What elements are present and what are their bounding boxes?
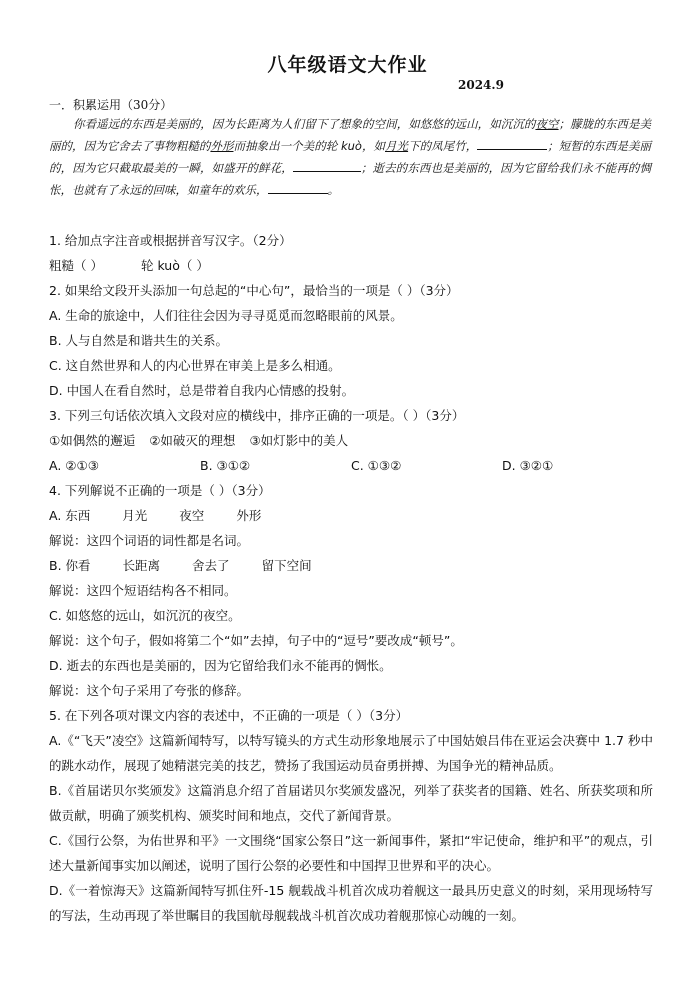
underlined-word-shape: 外形 xyxy=(210,139,234,153)
q5-option-b: B.《首届诺贝尔奖颁发》这篇消息介绍了首届诺贝尔奖颁发盛况，列举了获奖者的国籍、姓名、所获奖项和所做贡献，明确了颁奖机构、颁奖时间和地点，交代了新闻背景。 xyxy=(49,783,653,823)
q3-sentences xyxy=(49,428,653,453)
q3-option-d: D. ③②① xyxy=(502,458,554,473)
passage-text-6: ；逝去的东西也是美丽的，因为它留给我们永不能再的惆怅，也就有了永远的回味，如童年的欢乐， xyxy=(49,161,652,197)
q5-option-c: C.《国行公祭，为佑世界和平》一文围绕“国家公祭日”这一新闻事件，紧扣“牢记使命，维护和平”的观点，引述大量新闻事实加以阐述，说明了国行公祭的必要性和中国捍卫世界和平的决心。 xyxy=(49,833,653,873)
q2-option-a: A. 生命的旅途中，人们往往会因为寻寻觅觅而忽略眼前的风景。 xyxy=(49,308,403,323)
q4-b-word: 留下空间 xyxy=(261,558,312,573)
q3-option-a: A. ②①③ xyxy=(49,458,99,473)
q4-a-word: 月光 xyxy=(122,508,148,523)
passage-text-3: 而抽象出一个美的轮 kuò，如 xyxy=(233,139,386,153)
q3-option-c: C. ①③② xyxy=(351,458,402,473)
q3-stem: 3. 下列三句话依次填入文段对应的横线中，排序正确的一项是。（ ）（3分） xyxy=(49,408,465,423)
questions-area xyxy=(49,228,653,928)
q5-stem: 5. 在下列各项对课文内容的表述中，不正确的一项是（ ）（3分） xyxy=(49,708,409,723)
q3-option-b: B. ③①② xyxy=(200,458,251,473)
q4-option-b-words xyxy=(49,553,653,578)
section-title: 一．积累运用（30分） xyxy=(49,98,173,112)
q2-stem: 2. 如果给文段开头添加一句总起的“中心句”，最恰当的一项是（ ）（3分） xyxy=(49,283,459,298)
fill-blank-3[interactable] xyxy=(268,181,328,194)
q4-option-a-words xyxy=(49,503,653,528)
fill-blank-1[interactable] xyxy=(477,137,547,150)
q5-option-a: A.《“飞天”凌空》这篇新闻特写，以特写镜头的方式生动形象地展示了中国姑娘吕伟在亚运会决赛中 1.7 秒中的跳水动作，展现了她精湛完美的技艺，赞扬了我国运动员奋勇拼搏、为国争光的精神品质。 xyxy=(49,733,653,773)
q4-a-word: 夜空 xyxy=(179,508,205,523)
q4-stem: 4. 下列解说不正确的一项是（ ）（3分） xyxy=(49,483,271,498)
q2-option-d: D. 中国人在看自然时，总是带着自我内心情感的投射。 xyxy=(49,383,355,398)
q2-option-b: B. 人与自然是和谐共生的关系。 xyxy=(49,333,229,348)
q4-a-word: 外形 xyxy=(236,508,262,523)
q4-option-c-explanation: 解说：这个句子，假如将第二个“如”去掉，句子中的“逗号”要改成“顿号”。 xyxy=(49,633,463,648)
q4-option-c: C. 如悠悠的远山，如沉沉的夜空。 xyxy=(49,608,241,623)
q1-item-2: 轮 kuò（ ） xyxy=(140,258,209,273)
document-date: 2024.9 xyxy=(458,78,504,92)
document-title: 八年级语文大作业 xyxy=(267,54,428,76)
passage-text-4: 下的凤尾竹， xyxy=(408,139,478,153)
q5-option-d: D.《一着惊海天》这篇新闻特写抓住歼-15 舰载战斗机首次成功着舰这一最具历史意义的时刻，采用现场特写的写法，生动再现了举世瞩目的我国航母舰载战斗机首次成功着舰那惊心动魄的一刻。 xyxy=(49,883,653,923)
q1-stem: 1. 给加点字注音或根据拼音写汉字。（2分） xyxy=(49,233,292,248)
q4-option-d-explanation: 解说：这个句子采用了夸张的修辞。 xyxy=(49,683,250,698)
q4-b-word: B. 你看 xyxy=(49,558,91,573)
q3-sentence-2: ②如破灭的理想 xyxy=(149,433,236,448)
q4-option-a-explanation: 解说：这四个词语的词性都是名词。 xyxy=(49,533,250,548)
passage-text-2: ；朦胧的东西是美丽的，因为它舍去了事物粗糙的 xyxy=(49,117,652,153)
underlined-word-night-sky: 夜空 xyxy=(535,117,559,131)
q2-option-c: C. 这自然世界和人的内心世界在审美上是多么相通。 xyxy=(49,358,341,373)
underlined-word-moonlight: 月光 xyxy=(385,139,409,153)
q4-b-word: 长距离 xyxy=(122,558,161,573)
q3-sentence-3: ③如灯影中的美人 xyxy=(249,433,349,448)
q4-a-word: A. 东西 xyxy=(49,508,91,523)
passage-text-5: ；短暂的东西是美丽的，因为它只截取最美的一瞬，如盛开的鲜花， xyxy=(49,139,652,175)
passage-text-1: 你看遥远的东西是美丽的，因为长距离为人们留下了想象的空间，如悠悠的远山，如沉沉的 xyxy=(73,117,536,131)
q1-items xyxy=(49,253,653,278)
q4-option-b-explanation: 解说：这四个短语结构各不相同。 xyxy=(49,583,237,598)
q3-sentence-1: ①如偶然的邂逅 xyxy=(49,433,136,448)
fill-blank-2[interactable] xyxy=(293,159,361,172)
q3-options xyxy=(49,453,653,478)
q1-item-1: 粗糙（ ） xyxy=(49,258,103,273)
reading-passage xyxy=(49,113,651,201)
q4-option-d: D. 逝去的东西也是美丽的，因为它留给我们永不能再的惆怅。 xyxy=(49,658,392,673)
q4-b-word: 舍去了 xyxy=(192,558,230,573)
passage-text-7: 。 xyxy=(327,183,339,197)
